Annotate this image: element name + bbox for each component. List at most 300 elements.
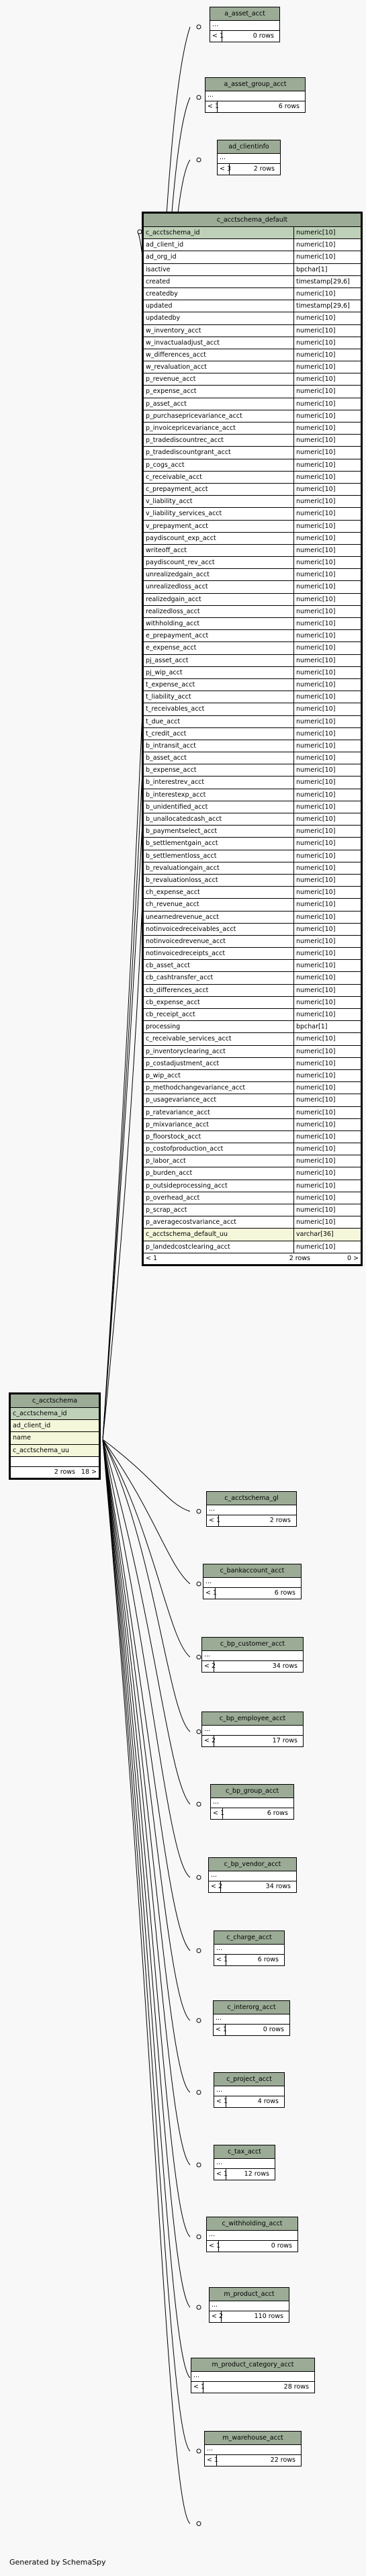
table-title[interactable]: c_acctschema_default — [144, 214, 361, 227]
column-row[interactable] — [144, 496, 361, 508]
column-type: numeric[10] — [293, 251, 361, 263]
column-row[interactable] — [144, 850, 361, 862]
column-row[interactable] — [144, 1131, 361, 1143]
row-count: 2 rows — [289, 1254, 310, 1262]
column-type: numeric[10] — [293, 288, 361, 300]
column-name: p_purchasepricevariance_acct — [146, 412, 242, 420]
table-c-charge-acct[interactable] — [214, 1930, 285, 1966]
column-name: c_receivable_acct — [146, 473, 202, 481]
column-row[interactable] — [144, 1167, 361, 1180]
table-title[interactable]: c_charge_acct — [214, 1931, 284, 1945]
column-name: ad_client_id — [146, 241, 184, 249]
column-name: isactive — [146, 265, 171, 273]
column-name: p_asset_acct — [146, 400, 187, 408]
column-row[interactable] — [144, 679, 361, 691]
column-type: numeric[10] — [293, 667, 361, 678]
table-ellipsis: ... — [214, 1945, 284, 1955]
column-row[interactable] — [144, 642, 361, 654]
column-row[interactable] — [11, 1408, 99, 1420]
column-row[interactable] — [144, 630, 361, 642]
row-count: 34 rows — [220, 1881, 296, 1892]
column-name: unearnedrevenue_acct — [146, 913, 219, 921]
column-type: numeric[10] — [293, 545, 361, 556]
column-type: numeric[10] — [293, 948, 361, 959]
column-name: realizedgain_acct — [146, 595, 201, 603]
column-row[interactable] — [144, 691, 361, 703]
table-title[interactable]: ad_clientinfo — [218, 140, 280, 154]
column-row[interactable] — [144, 349, 361, 361]
column-row[interactable] — [144, 312, 361, 324]
column-type: numeric[10] — [293, 349, 361, 361]
column-type: numeric[10] — [293, 985, 361, 996]
row-count: 22 rows — [216, 2455, 301, 2466]
column-row[interactable] — [144, 251, 361, 263]
column-type: numeric[10] — [293, 887, 361, 898]
column-name: cb_asset_acct — [146, 962, 191, 970]
column-row[interactable] — [144, 1021, 361, 1033]
table-title[interactable]: c_interorg_acct — [214, 2001, 289, 2014]
column-row[interactable] — [144, 227, 361, 239]
table-c-acctschema-default[interactable] — [142, 212, 363, 1266]
column-name: realizedloss_acct — [146, 607, 200, 615]
column-row[interactable] — [144, 361, 361, 373]
column-name: createdby — [146, 290, 178, 298]
column-type: bpchar[1] — [293, 264, 361, 275]
column-name: b_interestrev_acct — [146, 779, 205, 787]
column-row[interactable] — [144, 1180, 361, 1192]
column-row[interactable] — [144, 545, 361, 557]
column-row[interactable] — [144, 264, 361, 276]
column-name: p_revenue_acct — [146, 375, 196, 384]
table-c-tax-acct[interactable] — [214, 2145, 275, 2180]
column-name: p_scrap_acct — [146, 1206, 187, 1214]
table-title[interactable]: c_tax_acct — [214, 2145, 275, 2159]
column-name: p_costofproduction_acct — [146, 1145, 224, 1153]
table-ellipsis: ... — [209, 1871, 296, 1881]
column-name: p_tradediscountgrant_acct — [146, 449, 231, 457]
column-type: numeric[10] — [293, 936, 361, 947]
table-ellipsis: ... — [214, 2014, 289, 2025]
column-row[interactable] — [144, 557, 361, 569]
column-row[interactable] — [144, 960, 361, 972]
column-row[interactable] — [144, 789, 361, 801]
column-row[interactable] — [144, 1046, 361, 1058]
column-row[interactable] — [144, 1033, 361, 1045]
column-type: numeric[10] — [293, 899, 361, 910]
column-type: numeric[10] — [293, 1241, 361, 1253]
table-title[interactable]: c_project_acct — [214, 2073, 284, 2086]
column-row[interactable] — [144, 875, 361, 887]
column-name: p_ratevariance_acct — [146, 1108, 210, 1116]
row-count: 2 rows — [229, 164, 280, 175]
column-row[interactable] — [144, 948, 361, 960]
column-row[interactable] — [144, 764, 361, 776]
column-row[interactable] — [144, 581, 361, 593]
column-row[interactable] — [144, 1009, 361, 1021]
row-count: 4 rows — [226, 2096, 284, 2107]
table-m-product-category-acct[interactable] — [191, 2358, 315, 2393]
column-type: numeric[10] — [293, 1216, 361, 1228]
column-row[interactable] — [144, 1229, 361, 1241]
column-type: numeric[10] — [293, 361, 361, 373]
column-row[interactable] — [144, 484, 361, 496]
parent-count: < 3 — [220, 165, 232, 173]
parent-count: < 1 — [205, 1589, 218, 1597]
column-type: numeric[10] — [293, 789, 361, 801]
column-name: c_acctschema_id — [13, 1410, 67, 1417]
table-ad-clientinfo[interactable] — [217, 140, 281, 175]
column-name: c_acctschema_default_uu — [146, 1231, 228, 1239]
column-row[interactable] — [144, 703, 361, 715]
column-type: numeric[10] — [293, 508, 361, 519]
column-name: t_credit_acct — [146, 729, 187, 738]
table-m-warehouse-acct[interactable] — [204, 2431, 302, 2467]
parent-count: < 1 — [212, 32, 224, 40]
table-c-withholding-acct[interactable] — [206, 2217, 298, 2252]
parent-count: < 1 — [216, 2170, 228, 2178]
table-ellipsis: ... — [203, 1578, 301, 1588]
row-count: 6 rows — [226, 1955, 284, 1965]
column-row[interactable] — [144, 288, 361, 300]
table-ellipsis: ... — [207, 1505, 296, 1515]
parent-count: < 1 — [213, 1810, 225, 1817]
column-type: numeric[10] — [293, 1070, 361, 1081]
column-row[interactable] — [11, 1432, 99, 1444]
column-name: v_liability_acct — [146, 498, 193, 506]
row-count: 34 rows — [214, 1661, 303, 1672]
column-name: c_receivable_services_acct — [146, 1035, 232, 1043]
column-name: p_inventoryclearing_acct — [146, 1047, 226, 1055]
column-name: t_receivables_acct — [146, 705, 205, 713]
column-name: p_cogs_acct — [146, 461, 185, 469]
column-list — [11, 1408, 99, 1466]
column-type: timestamp[29,6] — [293, 300, 361, 312]
column-name: cb_differences_acct — [146, 986, 209, 994]
table-title[interactable]: m_warehouse_acct — [205, 2432, 301, 2445]
row-count: 110 rows — [221, 2311, 289, 2322]
column-name: p_landedcostclearing_acct — [146, 1243, 230, 1251]
table-title[interactable]: c_bp_group_acct — [211, 1785, 293, 1798]
column-name: w_invactualadjust_acct — [146, 339, 220, 347]
column-type: numeric[10] — [293, 521, 361, 532]
row-count: 2 rows — [54, 1468, 75, 1476]
table-ellipsis: ... — [205, 91, 305, 101]
column-type: numeric[10] — [293, 581, 361, 592]
column-name: paydiscount_exp_acct — [146, 534, 216, 542]
column-name: processing — [146, 1023, 181, 1031]
column-row[interactable] — [144, 716, 361, 728]
table-c-bp-employee-acct[interactable] — [201, 1712, 304, 1747]
table-title[interactable]: c_bp_customer_acct — [202, 1638, 303, 1651]
column-name: p_expense_acct — [146, 388, 197, 396]
column-row[interactable] — [144, 1241, 361, 1253]
column-row[interactable] — [11, 1420, 99, 1432]
column-type: numeric[10] — [293, 997, 361, 1008]
column-type: numeric[10] — [293, 1058, 361, 1069]
column-row[interactable] — [144, 618, 361, 630]
column-row[interactable] — [144, 459, 361, 472]
column-type: numeric[10] — [293, 398, 361, 410]
column-type: numeric[10] — [293, 386, 361, 397]
column-name: p_tradediscountrec_acct — [146, 437, 224, 445]
column-name: ad_org_id — [146, 253, 177, 261]
column-row[interactable] — [144, 373, 361, 386]
column-row[interactable] — [144, 606, 361, 618]
parent-count: < 2 — [211, 1883, 223, 1890]
parent-count: < 2 — [204, 1737, 216, 1744]
row-count: 0 rows — [222, 31, 279, 42]
row-count: 12 rows — [226, 2169, 275, 2180]
column-row[interactable] — [144, 508, 361, 520]
column-type: timestamp[29,6] — [293, 276, 361, 287]
parent-count: < 1 — [216, 2098, 228, 2105]
column-row[interactable] — [144, 239, 361, 251]
column-name: c_acctschema_id — [146, 229, 200, 236]
column-type: numeric[10] — [293, 716, 361, 727]
column-type: numeric[10] — [293, 691, 361, 703]
column-name: p_mixvariance_acct — [146, 1120, 209, 1128]
column-type: numeric[10] — [293, 703, 361, 715]
column-type: numeric[10] — [293, 728, 361, 740]
column-row[interactable] — [144, 398, 361, 410]
column-type: numeric[10] — [293, 1009, 361, 1020]
column-row[interactable] — [144, 838, 361, 850]
column-type: numeric[10] — [293, 472, 361, 483]
column-name: pj_asset_acct — [146, 656, 189, 664]
column-row[interactable] — [144, 862, 361, 875]
column-row[interactable] — [144, 912, 361, 924]
column-name: p_overhead_acct — [146, 1194, 200, 1202]
column-name: p_methodchangevariance_acct — [146, 1084, 246, 1092]
column-name: cb_cashtransfer_acct — [146, 974, 214, 982]
column-row[interactable] — [144, 337, 361, 349]
table-title[interactable]: a_asset_acct — [210, 7, 279, 21]
column-type: numeric[10] — [293, 801, 361, 813]
column-row[interactable] — [11, 1445, 99, 1457]
table-ellipsis: ... — [214, 2086, 284, 2096]
column-row[interactable] — [144, 447, 361, 459]
column-type: numeric[10] — [293, 594, 361, 605]
column-type: numeric[10] — [293, 875, 361, 886]
table-ellipsis: ... — [191, 2372, 314, 2382]
column-row[interactable] — [144, 752, 361, 764]
column-row[interactable] — [144, 300, 361, 312]
column-name: name — [13, 1434, 31, 1442]
row-count: 2 rows — [218, 1515, 296, 1526]
column-name: ad_client_id — [13, 1422, 51, 1430]
table-ellipsis: ... — [207, 2231, 298, 2241]
column-name: e_prepayment_acct — [146, 632, 209, 640]
column-type: numeric[10] — [293, 912, 361, 923]
table-title[interactable]: c_bp_vendor_acct — [209, 1858, 296, 1871]
column-name: p_usagevariance_acct — [146, 1096, 217, 1104]
column-name: b_settlementloss_acct — [146, 852, 217, 860]
column-row[interactable] — [144, 533, 361, 545]
column-type: numeric[10] — [293, 752, 361, 764]
column-row[interactable] — [144, 276, 361, 288]
column-name: cb_expense_acct — [146, 998, 200, 1006]
column-row[interactable] — [144, 1192, 361, 1204]
column-type: numeric[10] — [293, 496, 361, 507]
column-name: withholding_acct — [146, 620, 200, 627]
column-row[interactable] — [144, 521, 361, 533]
table-c-acctschema-gl[interactable] — [206, 1491, 297, 1527]
column-type: numeric[10] — [293, 484, 361, 495]
parent-count: < 2 — [204, 1662, 216, 1670]
column-type: numeric[10] — [293, 862, 361, 874]
table-c-bp-vendor-acct[interactable] — [208, 1857, 297, 1893]
row-count: 0 rows — [225, 2025, 289, 2035]
table-title[interactable]: c_acctschema_gl — [207, 1492, 296, 1505]
column-type: numeric[10] — [293, 337, 361, 349]
column-name: unrealizedloss_acct — [146, 583, 208, 591]
column-name: p_outsideprocessing_acct — [146, 1182, 228, 1190]
column-row[interactable] — [144, 1155, 361, 1167]
column-type: numeric[10] — [293, 924, 361, 935]
generated-by-footer: Generated by SchemaSpy — [9, 2558, 106, 2567]
column-row[interactable] — [144, 826, 361, 838]
table-title[interactable]: c_bp_employee_acct — [202, 1712, 303, 1726]
column-row[interactable] — [144, 1058, 361, 1070]
column-name: c_acctschema_uu — [13, 1446, 69, 1454]
table-title[interactable]: m_product_acct — [210, 2288, 289, 2301]
column-type: numeric[10] — [293, 325, 361, 337]
column-name: p_costadjustment_acct — [146, 1059, 220, 1067]
column-name: p_wip_acct — [146, 1071, 181, 1079]
column-type: numeric[10] — [293, 813, 361, 825]
column-type: numeric[10] — [293, 850, 361, 862]
column-name: unrealizedgain_acct — [146, 571, 210, 579]
column-row[interactable] — [144, 887, 361, 899]
column-type: numeric[10] — [293, 740, 361, 752]
column-row[interactable] — [144, 1204, 361, 1216]
column-row[interactable] — [144, 899, 361, 911]
column-name: b_expense_acct — [146, 766, 197, 774]
column-row[interactable] — [144, 472, 361, 484]
row-count: 6 rows — [222, 1808, 293, 1819]
column-name: b_asset_acct — [146, 754, 187, 762]
row-count: 17 rows — [214, 1736, 303, 1746]
table-title[interactable]: m_product_category_acct — [191, 2358, 314, 2372]
column-row[interactable] — [144, 776, 361, 789]
table-a-asset-acct[interactable] — [210, 7, 280, 42]
column-type: numeric[10] — [293, 655, 361, 666]
table-m-product-acct[interactable] — [209, 2287, 289, 2323]
column-list — [144, 227, 361, 1253]
column-name: b_intransit_acct — [146, 742, 196, 750]
table-ellipsis: ... — [202, 1726, 303, 1736]
row-count: 0 rows — [218, 2241, 298, 2252]
column-row[interactable] — [144, 728, 361, 740]
table-title[interactable]: c_acctschema — [11, 1394, 99, 1408]
column-row[interactable] — [144, 1119, 361, 1131]
column-name: b_revaluationloss_acct — [146, 876, 218, 884]
child-count: 0 > — [347, 1254, 359, 1262]
column-row[interactable] — [144, 1070, 361, 1082]
column-type: numeric[10] — [293, 776, 361, 788]
column-name: ch_revenue_acct — [146, 901, 199, 909]
column-row[interactable] — [144, 594, 361, 606]
table-c-interorg-acct[interactable] — [213, 2000, 290, 2036]
column-row[interactable] — [144, 655, 361, 667]
column-name: updatedby — [146, 314, 181, 322]
column-row[interactable] — [144, 325, 361, 337]
column-type: numeric[10] — [293, 239, 361, 251]
column-name: p_burden_acct — [146, 1169, 193, 1178]
column-type: numeric[10] — [293, 1082, 361, 1094]
column-row[interactable] — [144, 1216, 361, 1229]
column-type: numeric[10] — [293, 227, 361, 238]
parent-count: < 1 — [216, 1956, 228, 1963]
column-row[interactable] — [144, 924, 361, 936]
column-name: t_due_acct — [146, 717, 181, 725]
column-type: numeric[10] — [293, 1094, 361, 1106]
column-name: w_revaluation_acct — [146, 363, 207, 371]
column-row[interactable] — [144, 435, 361, 447]
column-name: b_unallocatedcash_acct — [146, 815, 222, 823]
table-c-acctschema[interactable] — [9, 1392, 101, 1480]
column-row[interactable] — [144, 1094, 361, 1106]
column-type: numeric[10] — [293, 642, 361, 654]
column-row[interactable] — [144, 1107, 361, 1119]
column-name: created — [146, 277, 171, 285]
column-row[interactable] — [144, 423, 361, 435]
column-row[interactable] — [144, 1143, 361, 1155]
parent-count: < 1 — [207, 2456, 219, 2464]
table-c-bankaccount-acct[interactable] — [203, 1564, 302, 1599]
column-name: notinvoicedreceipts_acct — [146, 950, 226, 958]
column-type: numeric[10] — [293, 1204, 361, 1216]
column-row[interactable] — [144, 801, 361, 813]
column-name: e_expense_acct — [146, 644, 197, 652]
column-type: numeric[10] — [293, 459, 361, 471]
column-name: notinvoicedreceivables_acct — [146, 925, 236, 933]
column-row[interactable] — [144, 1082, 361, 1094]
column-name: b_paymentselect_acct — [146, 828, 218, 836]
column-row[interactable] — [144, 936, 361, 948]
table-ellipsis: ... — [202, 1651, 303, 1661]
parent-count: < 1 — [209, 1517, 221, 1524]
column-type: numeric[10] — [293, 1143, 361, 1155]
column-type: numeric[10] — [293, 557, 361, 568]
column-row[interactable] — [144, 997, 361, 1009]
table-title[interactable]: a_asset_group_acct — [205, 78, 305, 91]
column-type: numeric[10] — [293, 423, 361, 434]
column-row[interactable] — [144, 667, 361, 679]
column-row[interactable] — [144, 569, 361, 581]
column-name: notinvoicedrevenue_acct — [146, 937, 226, 945]
column-row[interactable] — [144, 386, 361, 398]
column-row[interactable] — [144, 410, 361, 423]
column-row[interactable] — [144, 813, 361, 826]
table-title[interactable]: c_withholding_acct — [207, 2217, 298, 2231]
table-title[interactable]: c_bankaccount_acct — [203, 1564, 301, 1578]
column-row[interactable] — [144, 985, 361, 997]
table-c-project-acct[interactable] — [214, 2072, 285, 2108]
column-type: numeric[10] — [293, 679, 361, 691]
table-a-asset-group-acct[interactable] — [205, 77, 306, 113]
table-c-bp-customer-acct[interactable] — [201, 1637, 304, 1673]
column-name: t_expense_acct — [146, 680, 195, 689]
column-row[interactable] — [144, 972, 361, 984]
parent-count: < 1 — [209, 2242, 221, 2250]
column-type: numeric[10] — [293, 1119, 361, 1130]
column-type: numeric[10] — [293, 1107, 361, 1118]
table-c-bp-group-acct[interactable] — [210, 1784, 294, 1820]
column-type: numeric[10] — [293, 630, 361, 641]
column-row[interactable] — [144, 740, 361, 752]
column-name: p_invoicepricevariance_acct — [146, 425, 236, 432]
